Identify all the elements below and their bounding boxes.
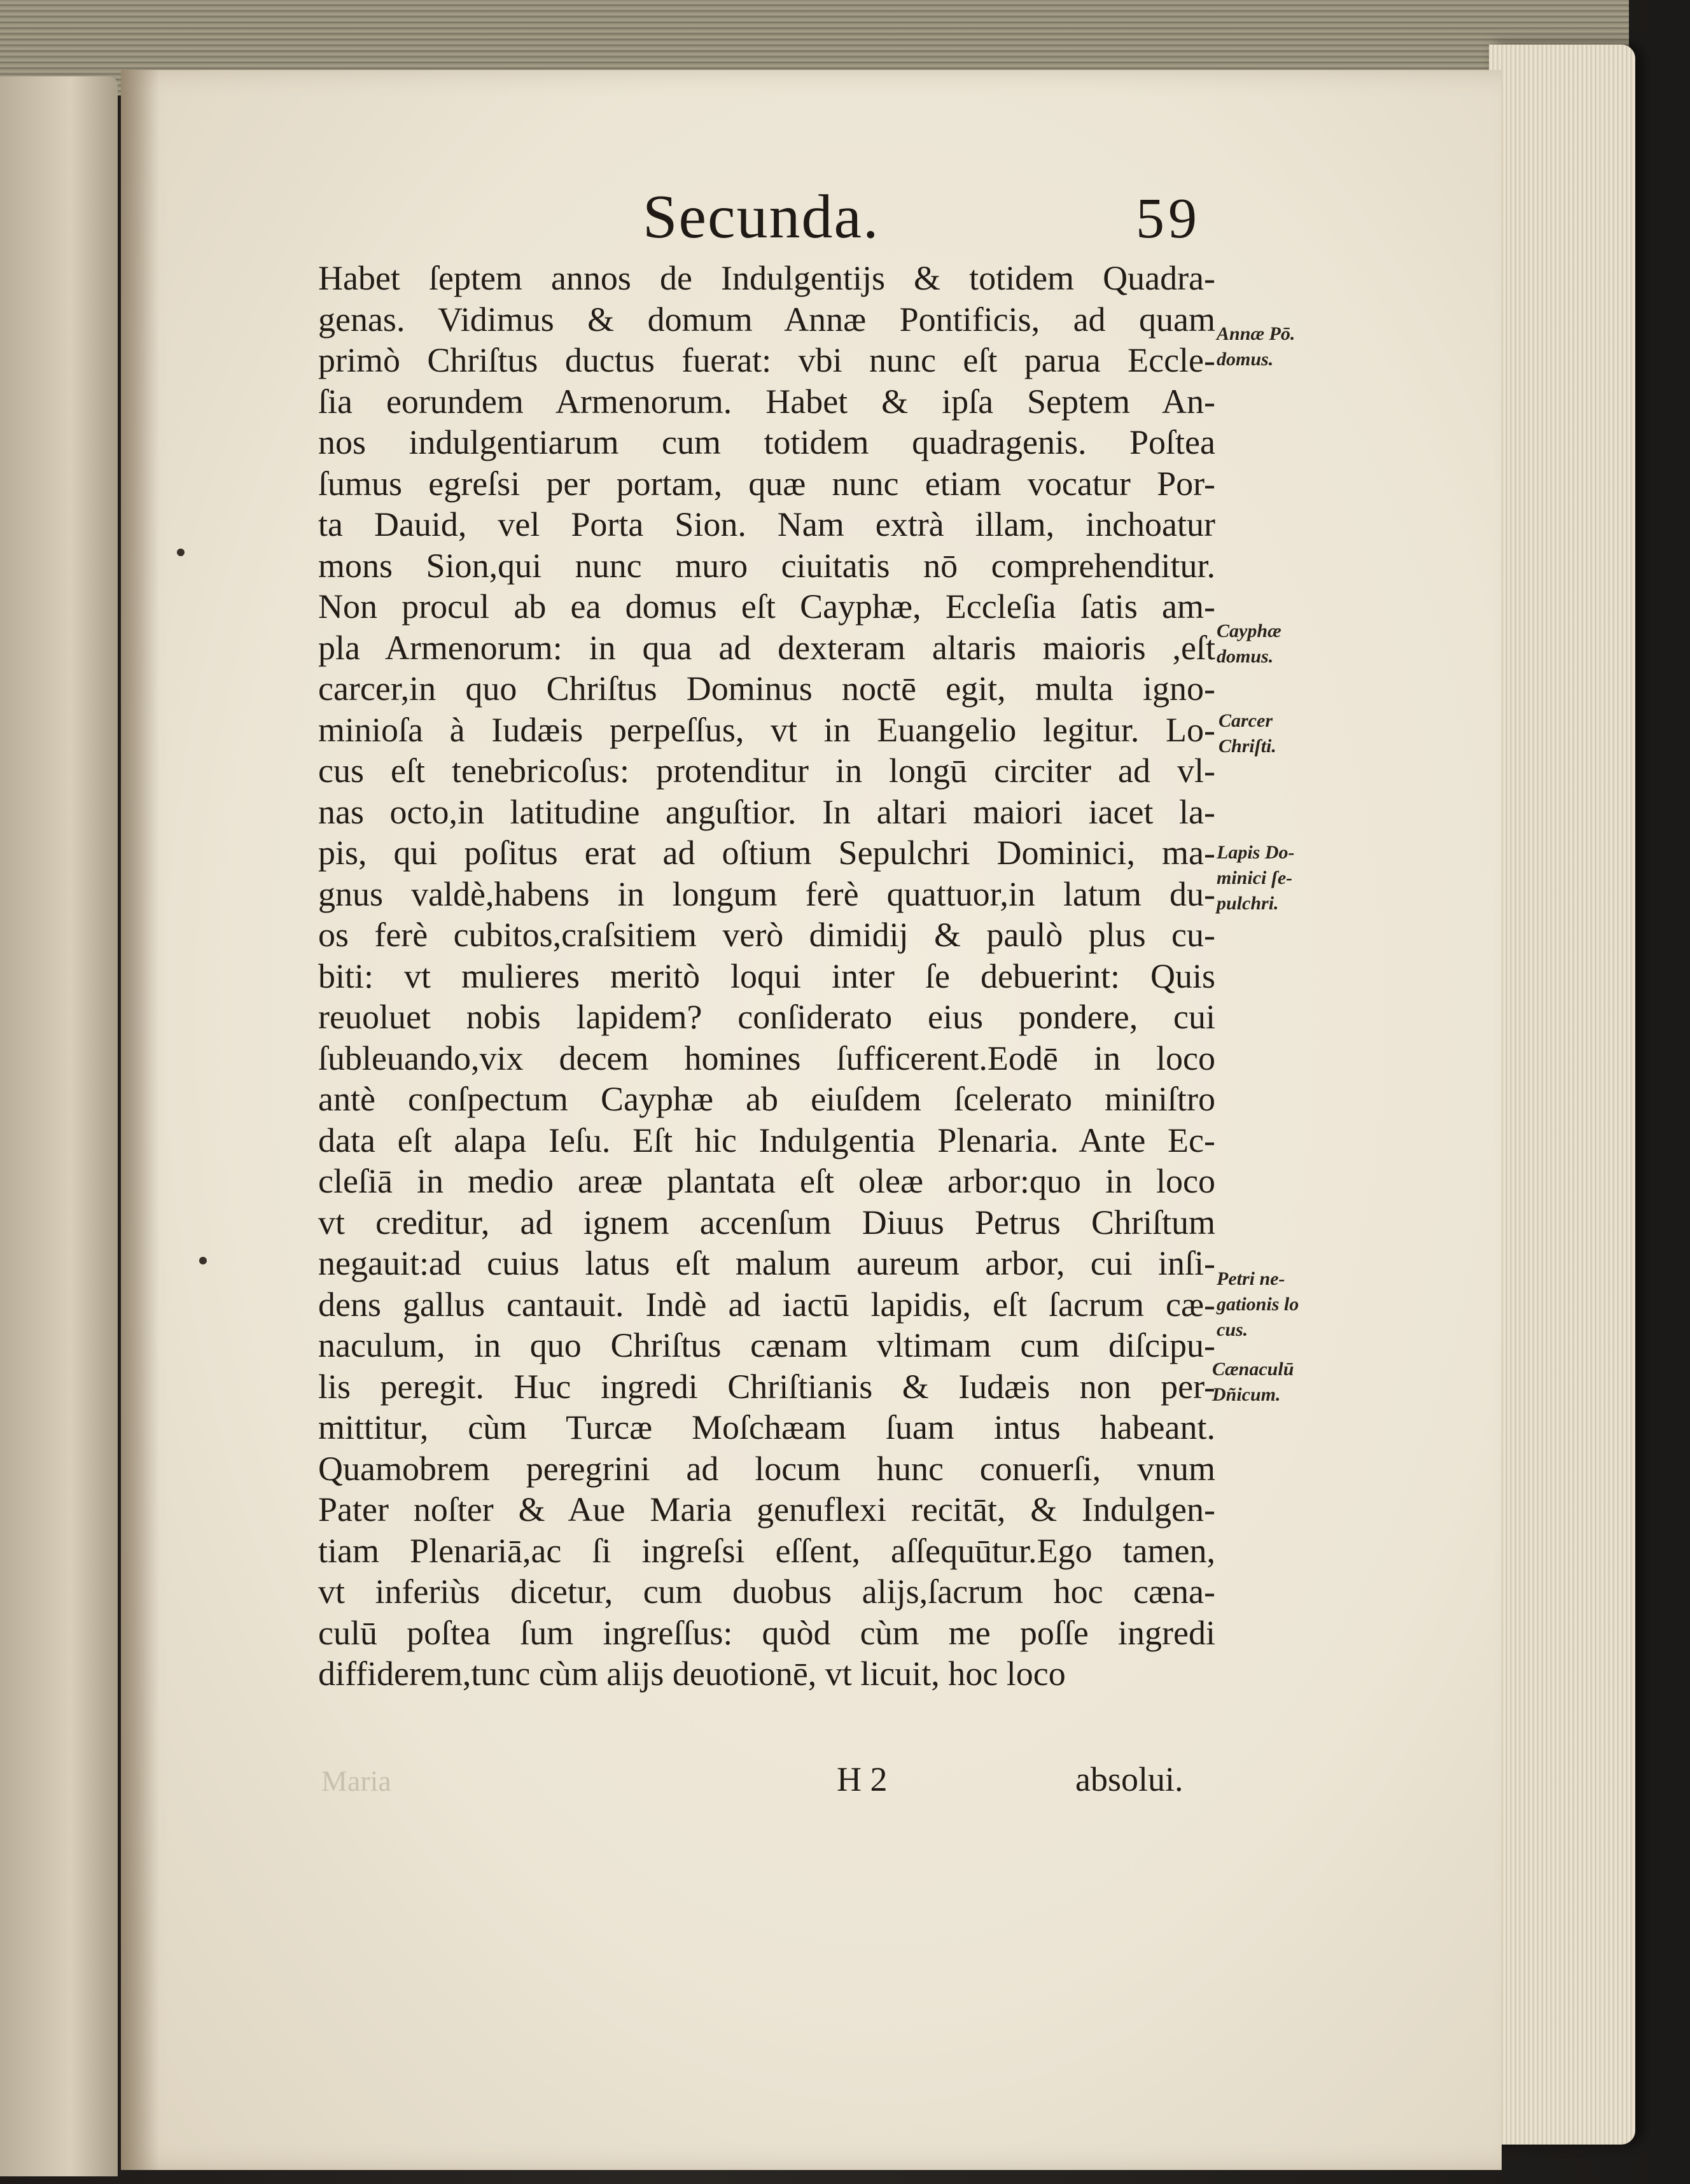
marginal-note-line: domus.: [1217, 349, 1274, 370]
marginal-note-line: pulchri.: [1217, 893, 1279, 914]
text-line: Non procul ab ea domus eſt Cayphæ, Eccleſia ſatis am-: [318, 587, 1215, 626]
catchword: absolui.: [1075, 1760, 1184, 1798]
marginal-note-line: Cænaculū: [1212, 1359, 1294, 1380]
text-line: Pater noſter & Aue Maria genuflexi recitāt, & Indulgen-: [318, 1490, 1215, 1529]
text-line: cus eſt tenebricoſus: protenditur in longū circiter ad vl-: [318, 752, 1215, 790]
marginal-note-line: Lapis Do-: [1217, 842, 1295, 863]
text-line: dens gallus cantauit. Indè ad iactū lapidis, eſt ſacrum cæ-: [318, 1285, 1215, 1324]
page-gutter-shadow: [121, 70, 159, 2170]
marginal-note-line: Annæ Pō.: [1217, 323, 1295, 344]
page-number: 59: [1136, 187, 1201, 250]
marginal-note: [1217, 321, 1295, 372]
signature-mark: H 2: [837, 1760, 888, 1798]
text-line: Quamobrem peregrini ad locum hunc conuerſi, vnum: [318, 1449, 1215, 1488]
marginal-note-line: domus.: [1217, 646, 1274, 667]
marginal-note-line: Petri ne-: [1217, 1268, 1285, 1289]
text-line: diffiderem,tunc cùm alijs deuotionē, vt licuit, hoc loco: [318, 1655, 1066, 1693]
text-line: culū poſtea ſum ingreſſus: quòd cùm me poſſe ingredi: [318, 1613, 1215, 1652]
text-line: data eſt alapa Ieſu. Eſt hic Indulgentia Plenaria. Ante Ec-: [318, 1121, 1215, 1159]
text-line: nas octo,in latitudine anguſtior. In altari maiori iacet la-: [318, 792, 1215, 831]
text-line: minioſa à Iudæis perpeſſus, vt in Euangelio legitur. Lo-: [318, 710, 1215, 749]
text-line: mons Sion,qui nunc muro ciuitatis nō comprehenditur.: [318, 546, 1215, 585]
text-line: cleſiā in medio areæ plantata eſt oleæ arbor:quo in loco: [318, 1162, 1215, 1200]
text-line: pis, qui poſitus erat ad oſtium Sepulchri Dominici, ma-: [318, 834, 1215, 872]
text-line: negauit:ad cuius latus eſt malum aureum arbor, cui inſi-: [318, 1244, 1215, 1282]
marginal-note: [1217, 1266, 1299, 1343]
text-line: carcer,in quo Chriſtus Dominus noctē egit, multa igno-: [318, 669, 1215, 708]
text-line: genas. Vidimus & domum Annæ Pontificis, ad quam: [318, 300, 1215, 339]
text-line: Habet ſeptem annos de Indulgentijs & totidem Quadra-: [318, 259, 1215, 297]
marginal-note: [1212, 1357, 1294, 1408]
marginal-note-line: Cayphæ: [1217, 620, 1281, 641]
text-line: os ferè cubitos,craſsitiem verò dimidij & paulò plus cu-: [318, 916, 1215, 954]
text-line: ta Dauid, vel Porta Sion. Nam extrà illam, inchoatur: [318, 505, 1215, 543]
text-line: primò Chriſtus ductus fuerat: vbi nunc eſt parua Eccle-: [318, 341, 1215, 379]
text-line: naculum, in quo Chriſtus cænam vltimam cum diſcipu-: [318, 1326, 1215, 1364]
ink-offset-text: Maria: [321, 1765, 391, 1797]
marginal-note-line: minici ſe-: [1217, 867, 1293, 888]
text-line: reuoluet nobis lapidem? conſiderato eius pondere, cui: [318, 998, 1215, 1036]
text-line: biti: vt mulieres meritò loqui inter ſe debuerint: Quis: [318, 956, 1215, 995]
marginal-note-line: Carcer: [1219, 710, 1273, 731]
body-text: [318, 258, 1215, 1695]
text-line: gnus valdè,habens in longum ferè quattuor,in latum du-: [318, 874, 1215, 913]
running-head: Secunda.: [643, 183, 880, 251]
left-page-edge: [0, 76, 118, 2176]
ink-fleck: [177, 549, 185, 556]
text-line: ſia eorundem Armenorum. Habet & ipſa Septem An-: [318, 382, 1215, 421]
marginal-note-line: cus.: [1217, 1319, 1248, 1340]
text-line: lis peregit. Huc ingredi Chriſtianis & Iudæis non per-: [318, 1367, 1215, 1406]
ink-fleck: [199, 1257, 207, 1264]
marginal-note-line: gationis lo: [1217, 1294, 1299, 1315]
page-fore-edge: [1489, 45, 1635, 2145]
text-line: mittitur, cùm Turcæ Moſchæam ſuam intus habeant.: [318, 1408, 1215, 1446]
text-line: tiam Plenariā,ac ſi ingreſsi eſſent, aſſequūtur.Ego tamen,: [318, 1531, 1215, 1570]
text-line: pla Armenorum: in qua ad dexteram altaris maioris ,eſt: [318, 628, 1215, 667]
text-line: nos indulgentiarum cum totidem quadragenis. Poſtea: [318, 423, 1215, 461]
marginal-note: [1217, 840, 1295, 916]
text-line: vt inferiùs dicetur, cum duobus alijs,ſacrum hoc cæna-: [318, 1572, 1215, 1611]
text-line: vt creditur, ad ignem accenſum Diuus Petrus Chriſtum: [318, 1203, 1215, 1242]
text-line: ſumus egreſsi per portam, quæ nunc etiam vocatur Por-: [318, 464, 1215, 503]
marginal-note: [1219, 708, 1276, 759]
marginal-note-line: Chriſti.: [1219, 736, 1276, 757]
text-line: antè conſpectum Cayphæ ab eiuſdem ſcelerato miniſtro: [318, 1080, 1215, 1118]
marginal-note-line: Dñicum.: [1212, 1384, 1281, 1405]
text-line: ſubleuando,vix decem homines ſufficerent.Eodē in loco: [318, 1039, 1215, 1077]
marginal-note: [1217, 619, 1281, 669]
